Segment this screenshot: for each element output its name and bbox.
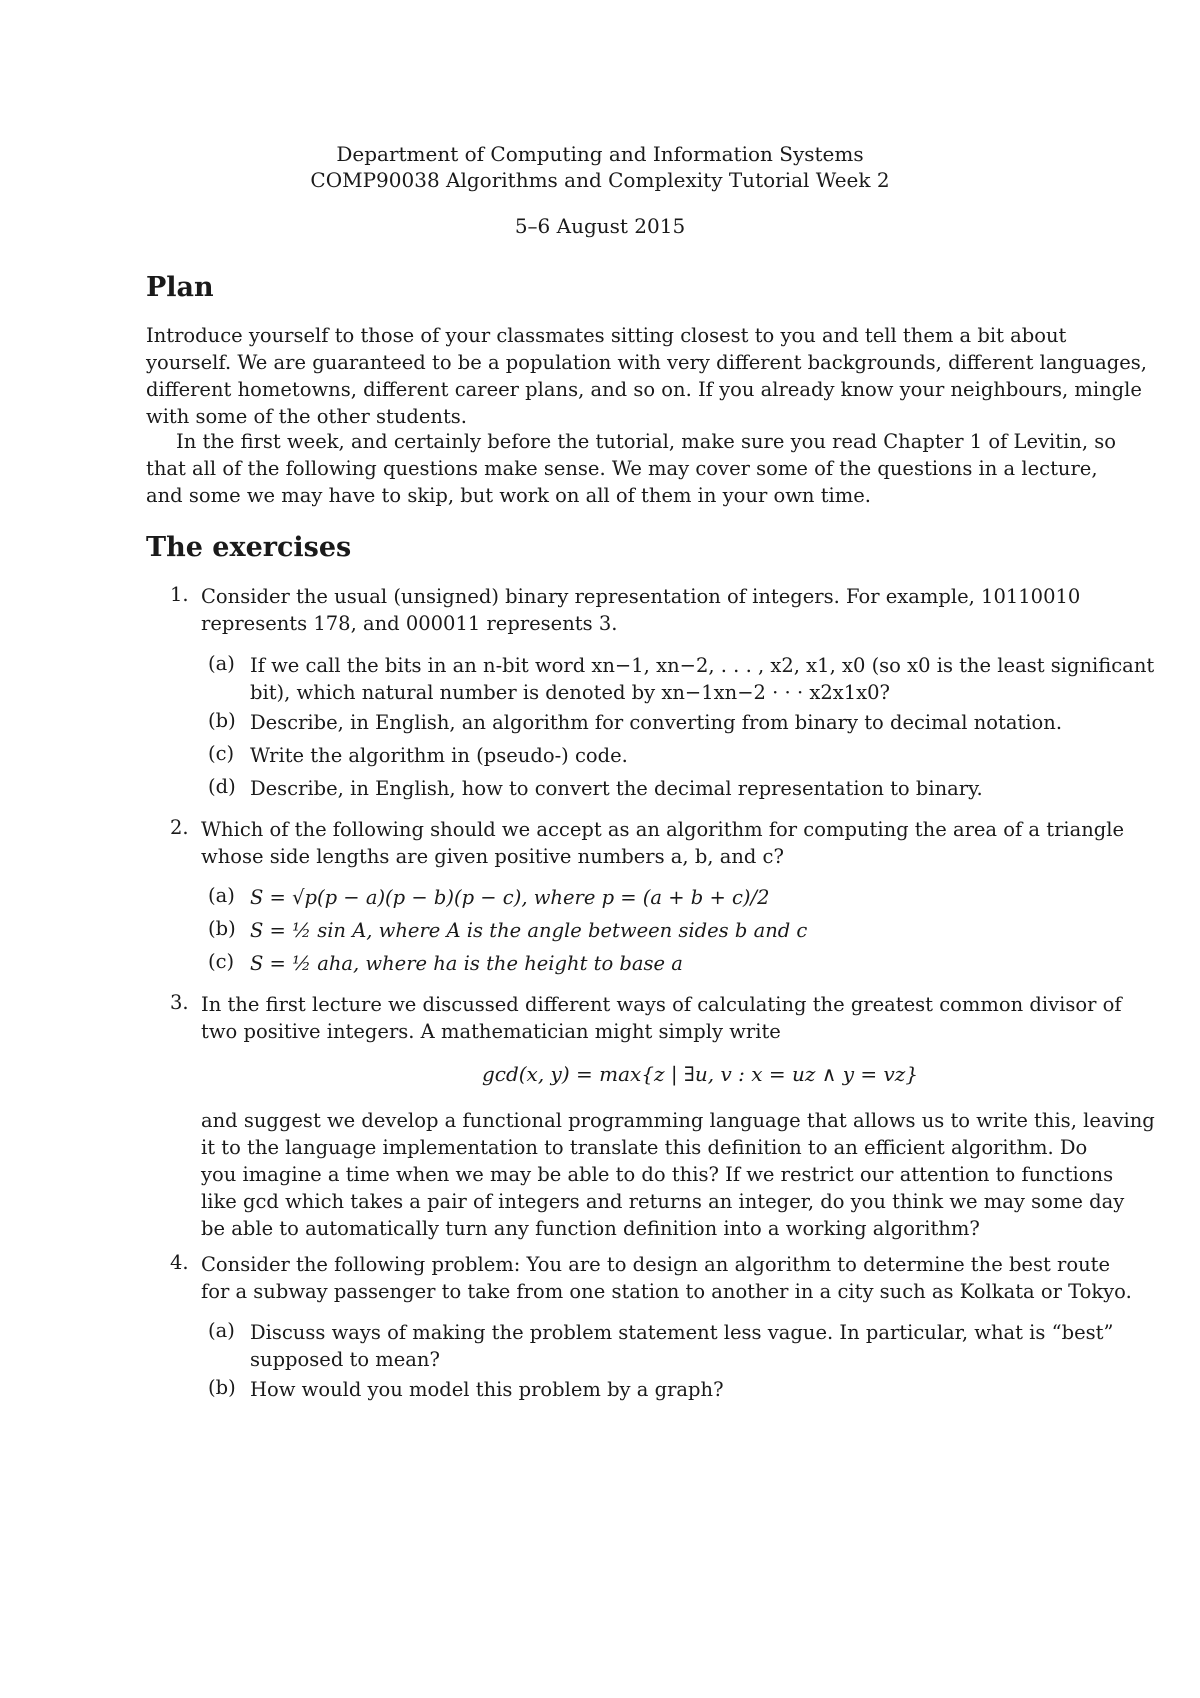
q1-d-label: (d) [208,775,236,798]
q4-b-label: (b) [208,1376,236,1399]
q2-a-label: (a) [208,884,235,907]
gcd-formula: gcd(x, y) = max{z | ∃u, v : x = uz ∧ y = vz} [481,1062,919,1086]
question-2-number: 2. [170,816,189,839]
exercises-heading: The exercises [146,532,352,563]
text-line: Discuss ways of making the problem statement less vague. In particular, what is “best” [250,1321,1114,1344]
q1-b-text [250,709,1093,736]
q2-b-label: (b) [208,917,236,940]
text-line: and some we may have to skip, but work on all of them in your own time. [146,484,871,507]
date: 5–6 August 2015 [514,214,686,238]
text-line: and suggest we develop a functional programming language that allows us to write this, leaving [201,1109,1155,1132]
text-line: yourself. We are guaranteed to be a population with very different backgrounds, different languages, [146,351,1147,374]
text-line: different hometowns, different career plans, and so on. If you already know your neighbours, mingle [146,378,1142,401]
question-4-number: 4. [170,1251,189,1274]
q2-b-formula [250,917,1093,944]
text-line: Describe, in English, how to convert the decimal representation to binary. [250,777,983,800]
q1-c-text [250,742,1093,769]
question-3-number: 3. [170,991,189,1014]
text-line: whose side lengths are given positive numbers a, b, and c? [201,845,784,868]
text-line: two positive integers. A mathematician might simply write [201,1020,781,1043]
text-line: that all of the following questions make sense. We may cover some of the questions in a lecture, [146,457,1098,480]
text-line: If we call the bits in an n-bit word xn−1, xn−2, . . . , x2, x1, x0 (so x0 is the least significant [250,654,1155,677]
text-line: for a subway passenger to take from one station to another in a city such as Kolkata or Tokyo. [201,1280,1132,1303]
question-1-number: 1. [170,583,189,606]
text-line: Introduce yourself to those of your classmates sitting closest to you and tell them a bit about [146,324,1067,347]
q4-a-label: (a) [208,1319,235,1342]
text-line: be able to automatically turn any function definition into a working algorithm? [201,1217,980,1240]
text-line: Write the algorithm in (pseudo-) code. [250,744,628,767]
q1-c-label: (c) [208,742,235,765]
question-4-text [201,1251,1132,1305]
q1-d-text [250,775,1093,802]
text-line: Which of the following should we accept as an algorithm for computing the area of a triangle [201,818,1125,841]
text-line: it to the language implementation to translate this definition to an efficient algorithm. Do [201,1136,1088,1159]
text-line: represents 178, and 000011 represents 3. [201,612,618,635]
plan-heading: Plan [146,272,214,303]
q4-b-text [250,1376,1093,1403]
question-3-text [201,991,1122,1045]
q2-c-formula [250,950,1093,977]
department-title: Department of Computing and Information Systems [336,142,864,166]
text-line: with some of the other students. [146,405,468,428]
course-title: COMP90038 Algorithms and Complexity Tutorial Week 2 [310,168,890,192]
question-1-text [201,583,1093,637]
text-line: Describe, in English, an algorithm for converting from binary to decimal notation. [250,711,1063,734]
text-line: Consider the following problem: You are to design an algorithm to determine the best route [201,1253,1111,1276]
q1-a-text [250,652,1155,706]
text-line: S = ½ aha, where ha is the height to base a [250,952,683,975]
q2-c-label: (c) [208,950,235,973]
text-line: like gcd which takes a pair of integers and returns an integer, do you think we may some day [201,1190,1125,1213]
text-line: you imagine a time when we may be able to do this? If we restrict our attention to functions [201,1163,1114,1186]
q1-b-label: (b) [208,709,236,732]
text-line: Consider the usual (unsigned) binary representation of integers. For example, 10110010 [201,585,1081,608]
q1-a-label: (a) [208,652,235,675]
question-2-text [201,816,1125,870]
q4-a-text [250,1319,1114,1373]
text-line: In the first week, and certainly before the tutorial, make sure you read Chapter 1 of Levitin, so [176,430,1117,453]
text-line: bit), which natural number is denoted by xn−1xn−2 · · · x2x1x0? [250,681,891,704]
text-line: supposed to mean? [250,1348,440,1371]
text-line: In the first lecture we discussed different ways of calculating the greatest common divisor of [201,993,1122,1016]
text-line: S = √p(p − a)(p − b)(p − c), where p = (a + b + c)/2 [250,886,770,909]
question-3-continuation [201,1107,1155,1242]
plan-paragraph-1 [146,322,1147,430]
plan-paragraph-2 [146,428,1117,509]
q2-a-formula [250,884,1093,911]
text-line: How would you model this problem by a graph? [250,1378,724,1401]
text-line: S = ½ sin A, where A is the angle between sides b and c [250,919,808,942]
